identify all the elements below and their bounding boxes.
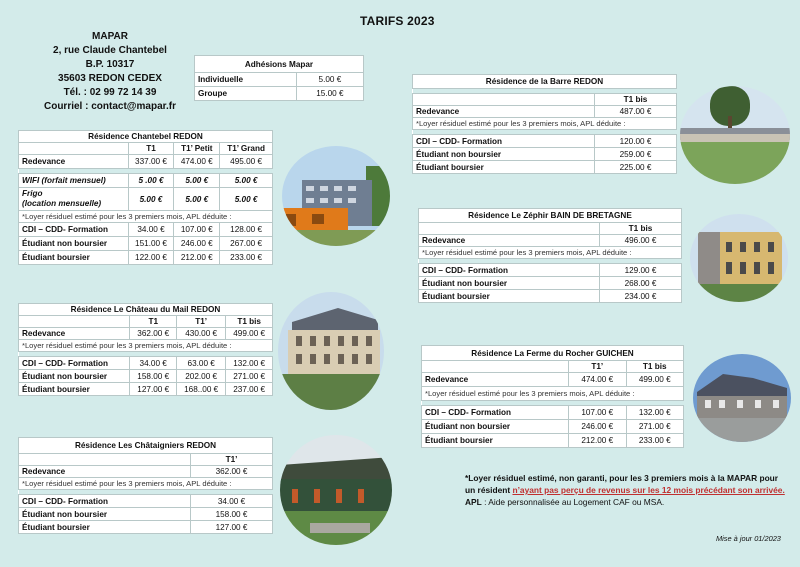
cell: 233.00 € [220,251,273,265]
cell: 168..00 € [177,383,226,396]
row-label: Étudiant non boursier [19,370,130,383]
cell: 487.00 € [595,106,677,118]
col-header: T1 bis [626,361,684,373]
po-box: B.P. 10317 [85,59,135,70]
table-chantebel [18,130,273,265]
col-header: T1’ [191,454,273,466]
cell: 120.00 € [595,135,677,148]
cell: 337.00 € [128,155,174,169]
adhesion-value: 15.00 € [296,87,363,101]
cell: 34.00 € [130,357,177,370]
row-label: CDI – CDD- Formation [413,135,595,148]
row-label: Étudiant boursier [19,383,130,396]
col-header: T1 bis [600,223,682,235]
row-label: Redevance [19,466,191,478]
email[interactable]: Courriel : contact@mapar.fr [43,101,176,112]
update-date: Mise à jour 01/2023 [716,534,781,543]
city: 35603 REDON CEDEX [58,73,162,84]
table-title: Résidence Chantebel REDON [19,131,273,143]
row-label: Redevance [413,106,595,118]
cell: 5.00 € [128,188,174,211]
cell: 129.00 € [600,264,682,277]
note: *Loyer résiduel estimé pour les 3 premiers mois, APL déduite : [19,211,273,223]
note: *Loyer résiduel estimé pour les 3 premiers mois, APL déduite : [19,478,273,490]
cell: 268.00 € [600,277,682,290]
cell: 474.00 € [569,373,627,387]
cell: 495.00 € [220,155,273,169]
cell: 259.00 € [595,148,677,161]
photo-residence-chateau-du-mail [278,292,384,410]
cell: 362.00 € [191,466,273,478]
row-label: Étudiant boursier [19,251,129,265]
row-label: Étudiant boursier [413,161,595,174]
table-zephir [418,208,682,303]
cell: 246.00 € [174,237,220,251]
table-chataigniers [18,437,273,534]
cell: 5.00 € [174,188,220,211]
cell: 212.00 € [569,434,627,448]
note: *Loyer résiduel estimé pour les 3 premiers mois, APL déduite : [413,118,677,130]
cell: 158.00 € [191,508,273,521]
row-label: Redevance [19,328,130,340]
cell: 128.00 € [220,223,273,237]
note: *Loyer résiduel estimé pour les 3 premiers mois, APL déduite : [19,340,273,352]
cell: 34.00 € [191,495,273,508]
col-header: T1 [128,143,174,155]
cell: 496.00 € [600,235,682,247]
cell: 127.00 € [191,521,273,534]
table-chateau-du-mail [18,303,273,396]
col-header: T1 [130,316,177,328]
row-label: Étudiant non boursier [413,148,595,161]
photo-residence-de-la-barre [680,86,790,184]
row-label: CDI – CDD- Formation [419,264,600,277]
row-label: Étudiant boursier [19,521,191,534]
cell: 430.00 € [177,328,226,340]
cell: 237.00 € [226,383,273,396]
table-title: Résidence Le Château du Mail REDON [19,304,273,316]
adhesions-title: Adhésions Mapar [195,56,364,73]
table-de-la-barre [412,74,677,174]
cell: 267.00 € [220,237,273,251]
adhesion-label: Groupe [195,87,297,101]
table-title: Résidence La Ferme du Rocher GUICHEN [422,346,684,361]
row-label: Frigo (location mensuelle) [19,188,129,211]
note: *Loyer résiduel estimé pour les 3 premiers mois, APL déduite : [419,247,682,259]
table-title: Résidence de la Barre REDON [413,75,677,89]
cell: 158.00 € [130,370,177,383]
row-label: Redevance [19,155,129,169]
cell: 63.00 € [177,357,226,370]
cell: 225.00 € [595,161,677,174]
table-title: Résidence Les Châtaigniers REDON [19,438,273,454]
photo-residence-ferme-du-rocher [693,354,791,442]
cell: 5.00 € [174,174,220,188]
row-label: Étudiant non boursier [19,237,129,251]
street: 2, rue Claude Chantebel [53,45,167,56]
adhesion-label: Individuelle [195,73,297,87]
cell: 5.00 € [220,188,273,211]
row-label: Redevance [422,373,569,387]
cell: 499.00 € [226,328,273,340]
cell: 132.00 € [226,357,273,370]
photo-residence-chataigniers [280,435,392,545]
photo-residence-zephir [690,214,788,302]
cell: 132.00 € [626,406,684,420]
col-header: T1’ [177,316,226,328]
col-header: T1 bis [226,316,273,328]
cell: 246.00 € [569,420,627,434]
col-header: T1’ Petit [174,143,220,155]
table-ferme-du-rocher [421,345,684,448]
table-title: Résidence Le Zéphir BAIN DE BRETAGNE [419,209,682,223]
row-label: Étudiant non boursier [422,420,569,434]
row-label: WIFI (forfait mensuel) [19,174,129,188]
photo-residence-chantebel [282,146,390,246]
apl-text: : Aide personnalisée au Logement CAF ou MSA. [481,497,665,507]
page-title: TARIFS 2023 [360,14,435,28]
row-label: Étudiant non boursier [19,508,191,521]
cell: 107.00 € [174,223,220,237]
cell: 234.00 € [600,290,682,303]
cell: 499.00 € [626,373,684,387]
row-label: Étudiant boursier [419,290,600,303]
footnote [465,472,785,508]
row-label: Redevance [419,235,600,247]
cell: 107.00 € [569,406,627,420]
cell: 122.00 € [128,251,174,265]
adhesions-table [194,55,364,101]
cell: 151.00 € [128,237,174,251]
col-header: T1 bis [595,94,677,106]
cell: 127.00 € [130,383,177,396]
address-block [20,30,200,114]
cell: 5.00 € [220,174,273,188]
cell: 233.00 € [626,434,684,448]
cell: 474.00 € [174,155,220,169]
col-header: T1’ Grand [220,143,273,155]
cell: 5 .00 € [128,174,174,188]
row-label: CDI – CDD- Formation [422,406,569,420]
phone: Tél. : 02 99 72 14 39 [63,87,157,98]
footnote-highlight: n’ayant pas perçu de revenus sur les 12 mois précédant son arrivée. [512,485,785,495]
cell: 34.00 € [128,223,174,237]
cell: 202.00 € [177,370,226,383]
apl-label: APL [465,497,482,507]
note: *Loyer résiduel estimé pour les 3 premiers mois, APL déduite : [422,387,684,401]
row-label: CDI – CDD- Formation [19,357,130,370]
cell: 212.00 € [174,251,220,265]
cell: 271.00 € [626,420,684,434]
row-label: Étudiant boursier [422,434,569,448]
col-header: T1’ [569,361,627,373]
cell: 362.00 € [130,328,177,340]
row-label: Étudiant non boursier [419,277,600,290]
row-label: CDI – CDD- Formation [19,495,191,508]
adhesion-value: 5.00 € [296,73,363,87]
org-name: MAPAR [92,31,128,42]
row-label: CDI – CDD- Formation [19,223,129,237]
cell: 271.00 € [226,370,273,383]
footnote-text: *Loyer résiduel estimé, non garanti, pour les 3 premiers mois à la MAPAR pour un résident [465,473,779,495]
